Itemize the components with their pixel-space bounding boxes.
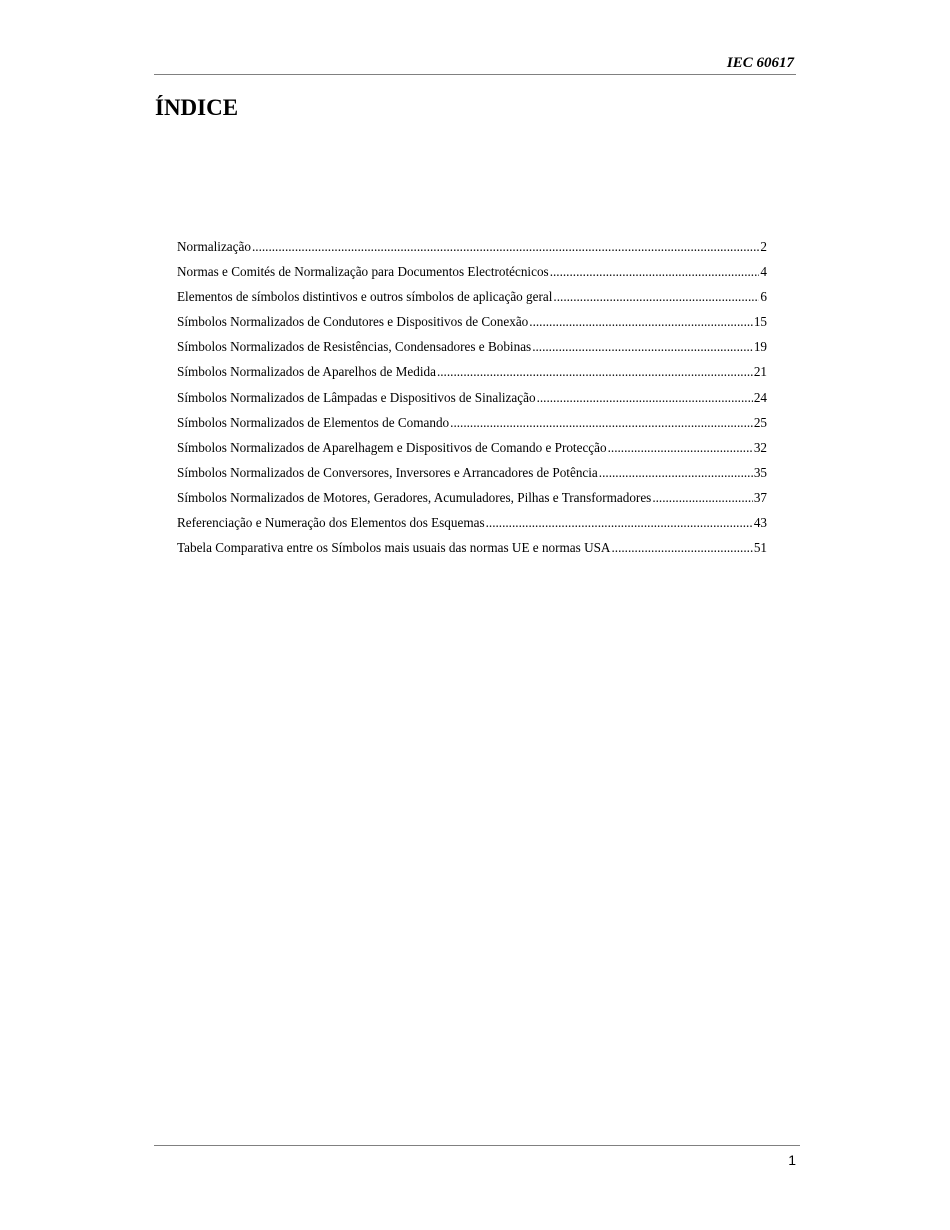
toc-entry[interactable] [177,313,767,338]
page-footer [154,1145,800,1168]
toc-entry-page: 35 [753,464,767,480]
toc-entry-page: 15 [753,314,767,330]
toc-entry-page: 6 [760,289,767,305]
toc-entry[interactable] [177,414,767,439]
toc-entry[interactable] [177,514,767,539]
toc-entry-title: Símbolos Normalizados de Resistências, Condensadores e Bobinas [177,339,532,355]
toc-dot-leader [450,414,753,432]
toc-entry-page: 37 [753,489,767,505]
toc-entry-title: Tabela Comparativa entre os Símbolos mais usuais das normas UE e normas USA [177,540,611,556]
toc-entry-page: 2 [760,239,767,254]
toc-entry-page: 4 [760,264,767,280]
page-number: 1 [788,1152,796,1168]
toc-entry[interactable] [177,489,767,514]
toc-entry-title: Símbolos Normalizados de Lâmpadas e Dispositivos de Sinalização [177,389,536,405]
table-of-contents [177,238,767,564]
toc-dot-leader [252,238,759,256]
toc-entry[interactable] [177,338,767,363]
page-header [154,54,796,75]
toc-dot-leader [608,439,753,457]
toc-dot-leader [599,464,753,482]
toc-entry-page: 25 [753,414,767,430]
toc-dot-leader [529,313,753,331]
toc-dot-leader [553,288,759,306]
toc-dot-leader [486,514,753,532]
toc-dot-leader [611,539,752,557]
toc-entry-title: Símbolos Normalizados de Condutores e Dispositivos de Conexão [177,314,529,330]
toc-entry-title: Normalização [177,239,251,254]
toc-entry-title: Símbolos Normalizados de Motores, Geradores, Acumuladores, Pilhas e Transformadores [177,489,652,505]
toc-entry[interactable] [177,263,767,288]
toc-entry-page: 32 [753,439,767,455]
toc-entry-title: Normas e Comités de Normalização para Documentos Electrotécnicos [177,264,549,280]
toc-entry-title: Símbolos Normalizados de Elementos de Comando [177,414,450,430]
toc-entry[interactable] [177,238,767,263]
toc-entry-title: Referenciação e Numeração dos Elementos dos Esquemas [177,515,485,531]
toc-entry[interactable] [177,539,767,564]
toc-entry-title: Símbolos Normalizados de Aparelhos de Medida [177,364,436,380]
toc-entry-page: 51 [753,540,767,556]
toc-entry-page: 24 [753,389,767,405]
toc-entry-page: 43 [753,515,767,531]
toc-dot-leader [537,389,753,407]
toc-entry[interactable] [177,389,767,414]
toc-dot-leader [532,338,753,356]
toc-entry-page: 19 [753,339,767,355]
toc-entry[interactable] [177,464,767,489]
page-title: ÍNDICE [155,95,239,120]
toc-entry[interactable] [177,288,767,313]
toc-entry-title: Elementos de símbolos distintivos e outros símbolos de aplicação geral [177,289,553,305]
toc-dot-leader [550,263,760,281]
toc-entry-title: Símbolos Normalizados de Conversores, Inversores e Arrancadores de Potência [177,464,598,480]
toc-dot-leader [652,489,753,507]
toc-entry-title: Símbolos Normalizados de Aparelhagem e Dispositivos de Comando e Protecção [177,439,607,455]
document-standard-title: IEC 60617 [726,55,794,71]
toc-entry[interactable] [177,363,767,388]
toc-entry-page: 21 [753,364,767,380]
toc-entry[interactable] [177,439,767,464]
toc-dot-leader [437,363,753,381]
